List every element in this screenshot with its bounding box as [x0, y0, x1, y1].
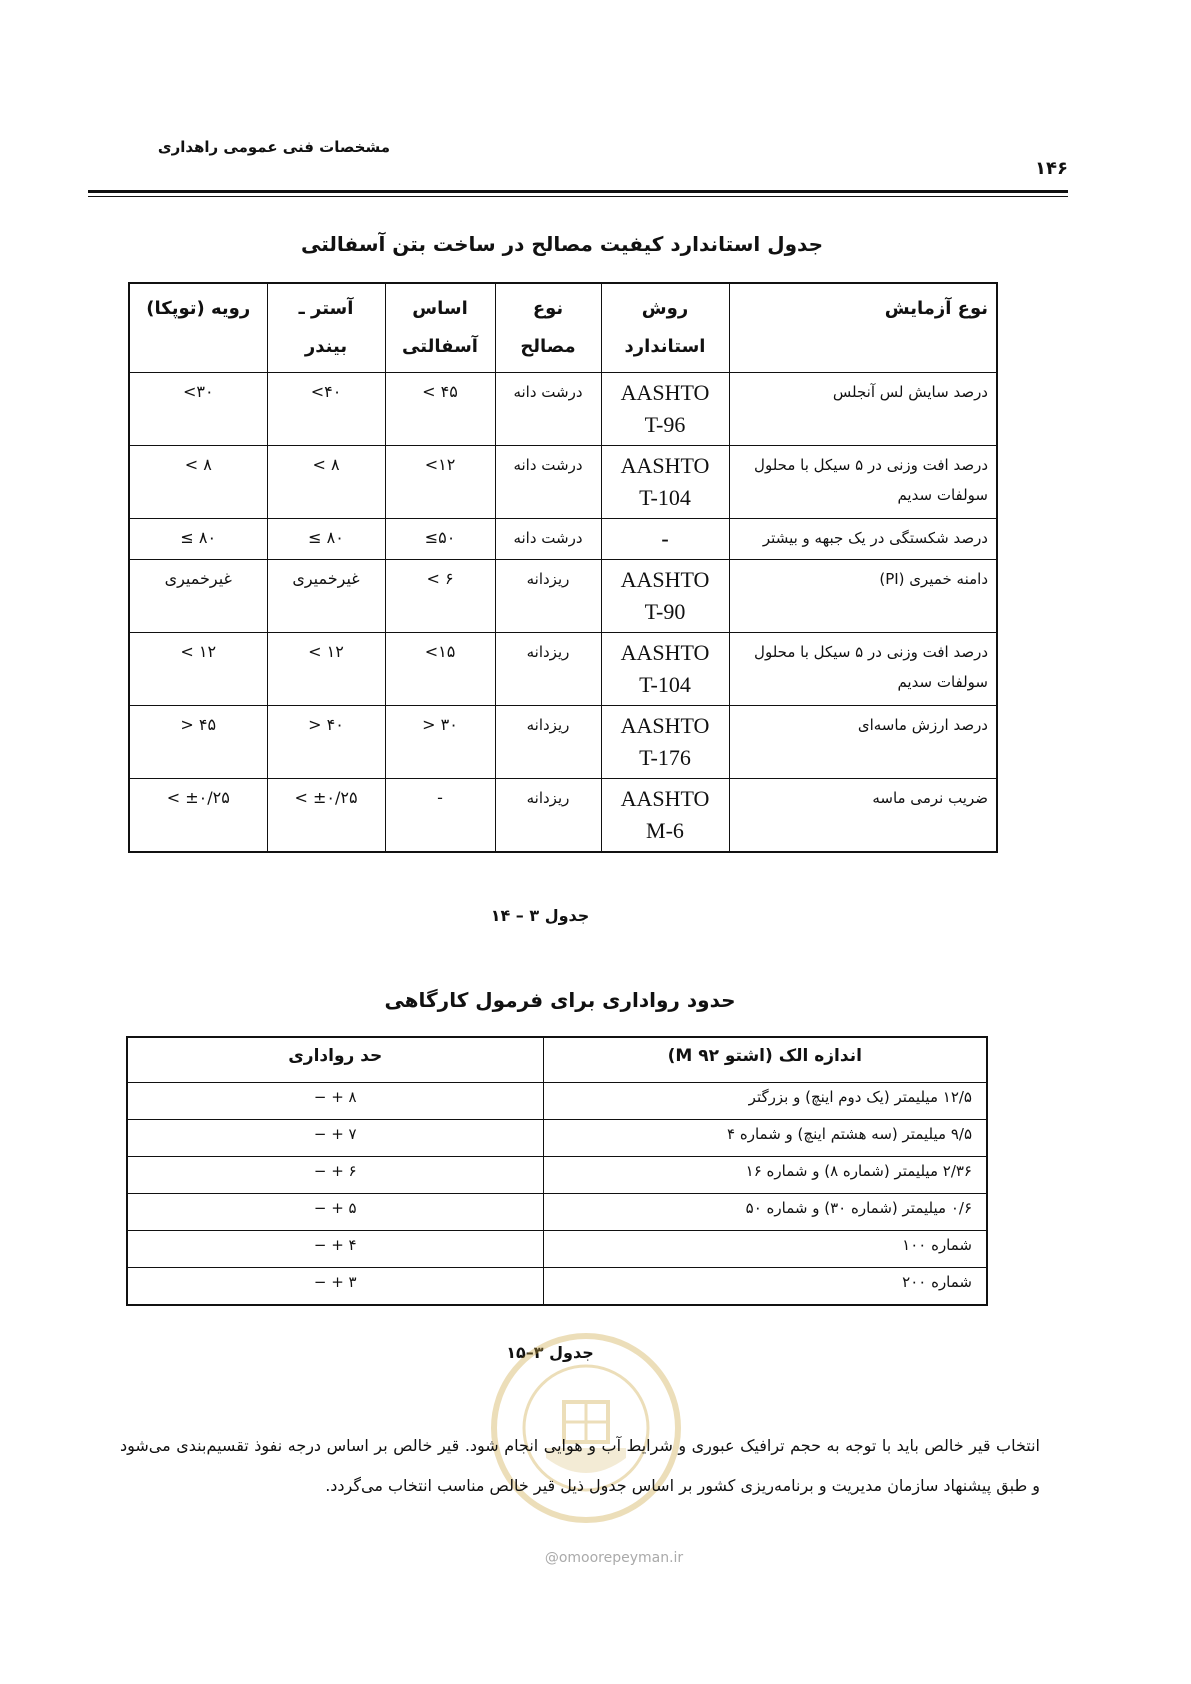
header-binder: آستر ـ بیندر: [267, 283, 385, 373]
table1-caption: جدول ۳ – ۱۴: [490, 906, 590, 925]
table-row: [129, 633, 997, 706]
cell-tolerance: − + ۵: [127, 1194, 543, 1231]
tolerance-table: [126, 1036, 988, 1306]
cell-material: ریزدانه: [495, 633, 601, 706]
header-method: روش استاندارد: [601, 283, 729, 373]
cell-base: ۱۵>: [385, 633, 495, 706]
cell-surface: ۸ >: [129, 446, 267, 519]
cell-tolerance: − + ۴: [127, 1231, 543, 1268]
table-row: [127, 1120, 987, 1157]
cell-surface: ±۰/۲۵ >: [129, 779, 267, 853]
cell-method: -: [601, 519, 729, 560]
cell-method: AASHTO T-104: [601, 446, 729, 519]
cell-surface: ۸۰ ≥: [129, 519, 267, 560]
cell-base: ۴۵ >: [385, 373, 495, 446]
cell-binder: ۱۲ >: [267, 633, 385, 706]
header-tolerance: حد رواداری: [127, 1037, 543, 1083]
cell-test: دامنه خمیری (PI): [729, 560, 997, 633]
table-row: [129, 560, 997, 633]
header-material: نوع مصالح: [495, 283, 601, 373]
cell-tolerance: − + ۷: [127, 1120, 543, 1157]
cell-surface: غیرخمیری: [129, 560, 267, 633]
cell-material: ریزدانه: [495, 560, 601, 633]
cell-material: درشت دانه: [495, 446, 601, 519]
cell-method: AASHTO T-96: [601, 373, 729, 446]
table-row: [129, 373, 997, 446]
header-rule-thin: [88, 196, 1068, 197]
running-header: مشخصات فنی عمومی راهداری: [157, 138, 390, 156]
table-header-row: [129, 283, 997, 373]
table2-caption: جدول ۳–۱۵: [506, 1343, 594, 1362]
header-test: نوع آزمایش: [729, 283, 997, 373]
cell-base: ۶ >: [385, 560, 495, 633]
cell-method: AASHTO T-104: [601, 633, 729, 706]
cell-base: ۳۰ <: [385, 706, 495, 779]
table-row: [129, 519, 997, 560]
cell-base: -: [385, 779, 495, 853]
cell-material: ریزدانه: [495, 779, 601, 853]
cell-binder: ±۰/۲۵ >: [267, 779, 385, 853]
watermark-url: @omoorepeyman.ir: [544, 1550, 684, 1566]
cell-base: ۱۲>: [385, 446, 495, 519]
cell-binder: ۸ >: [267, 446, 385, 519]
header-rule: [88, 190, 1068, 193]
cell-tolerance: − + ۶: [127, 1157, 543, 1194]
cell-method: AASHTO T-176: [601, 706, 729, 779]
cell-surface: ۳۰>: [129, 373, 267, 446]
cell-binder: ۸۰ ≥: [267, 519, 385, 560]
cell-test: درصد شکستگی در یک جبهه و بیشتر: [729, 519, 997, 560]
cell-sieve: ۰/۶ میلیمتر (شماره ۳۰) و شماره ۵۰: [543, 1194, 987, 1231]
cell-sieve: ۱۲/۵ میلیمتر (یک دوم اینچ) و بزرگتر: [543, 1083, 987, 1120]
cell-surface: ۱۲ >: [129, 633, 267, 706]
cell-sieve: ۲/۳۶ میلیمتر (شماره ۸) و شماره ۱۶: [543, 1157, 987, 1194]
cell-binder: ۴۰ <: [267, 706, 385, 779]
table-row: [127, 1194, 987, 1231]
table2-title: حدود رواداری برای فرمول کارگاهی: [384, 988, 736, 1012]
table1-title: جدول استاندارد کیفیت مصالح در ساخت بتن آسفالتی: [301, 232, 823, 256]
cell-sieve: شماره ۱۰۰: [543, 1231, 987, 1268]
cell-material: درشت دانه: [495, 373, 601, 446]
table-row: [127, 1083, 987, 1120]
cell-surface: ۴۵ <: [129, 706, 267, 779]
table-row: [129, 446, 997, 519]
table-row: [127, 1268, 987, 1306]
table-row: [129, 706, 997, 779]
cell-material: درشت دانه: [495, 519, 601, 560]
cell-method: AASHTO T-90: [601, 560, 729, 633]
body-paragraph: انتخاب قیر خالص باید با توجه به حجم ترافیک عبوری و شرایط آب و هوایی انجام شود. قیر خالص بر اساس درجه نفوذ تقسیم‌بندی می‌شود و طبق پیشنهاد سازمان مدیریت و برنامه‌ریزی کشور بر اساس جدول ذیل قیر خالص مناسب انتخاب می‌گردد.: [120, 1436, 1040, 1495]
header-base: اساس آسفالتی: [385, 283, 495, 373]
table-row: [127, 1231, 987, 1268]
cell-sieve: ۹/۵ میلیمتر (سه هشتم اینچ) و شماره ۴: [543, 1120, 987, 1157]
cell-tolerance: − + ۳: [127, 1268, 543, 1306]
header-surface: رویه (توپکا): [129, 283, 267, 373]
cell-test: درصد ارزش ماسه‌ای: [729, 706, 997, 779]
cell-method: AASHTO M-6: [601, 779, 729, 853]
table-header-row: [127, 1037, 987, 1083]
cell-test: ضریب نرمی ماسه: [729, 779, 997, 853]
cell-binder: غیرخمیری: [267, 560, 385, 633]
cell-sieve: شماره ۲۰۰: [543, 1268, 987, 1306]
aggregate-quality-table: [128, 282, 998, 853]
cell-material: ریزدانه: [495, 706, 601, 779]
cell-base: ۵۰≥: [385, 519, 495, 560]
cell-test: درصد افت وزنی در ۵ سیکل با محلول سولفات سدیم: [729, 446, 997, 519]
cell-test: درصد سایش لس آنجلس: [729, 373, 997, 446]
header-sieve: اندازه الک (اشتو M ۹۲): [543, 1037, 987, 1083]
page-number: ۱۴۶: [1035, 158, 1068, 179]
table-row: [129, 779, 997, 853]
cell-test: درصد افت وزنی در ۵ سیکل با محلول سولفات سدیم: [729, 633, 997, 706]
table-row: [127, 1157, 987, 1194]
cell-tolerance: − + ۸: [127, 1083, 543, 1120]
cell-binder: ۴۰>: [267, 373, 385, 446]
